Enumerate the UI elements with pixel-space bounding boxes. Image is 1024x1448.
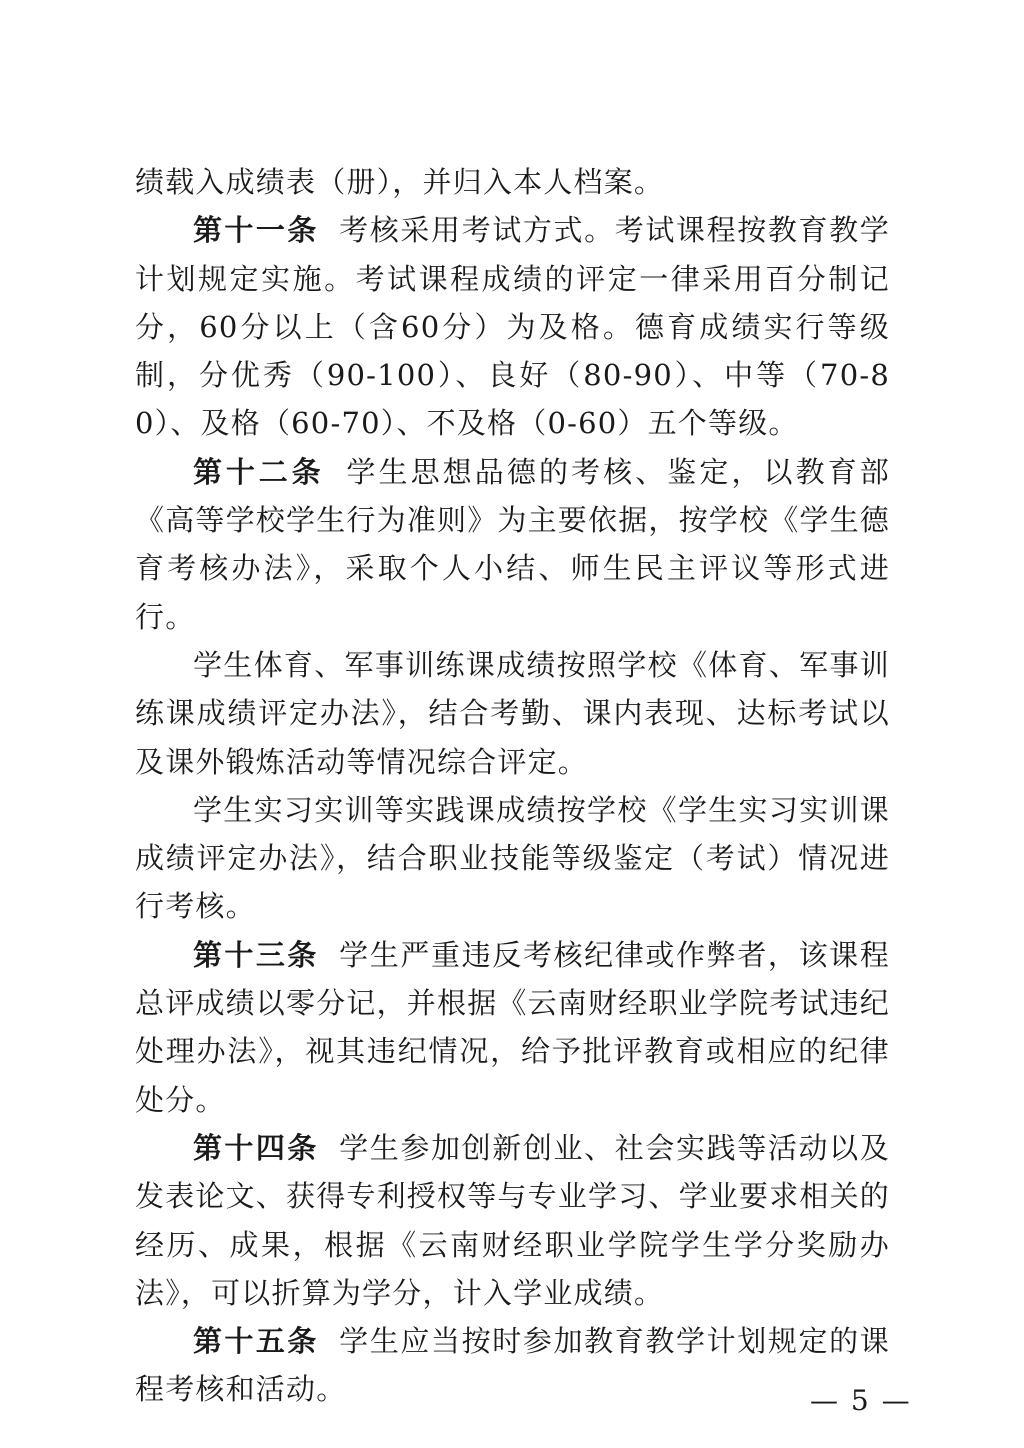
paragraph-internship bbox=[135, 786, 890, 931]
paragraph-article-12 bbox=[135, 448, 890, 641]
document-body bbox=[135, 158, 890, 1414]
article-number: 第十四条 bbox=[193, 1130, 319, 1165]
article-number: 第十二条 bbox=[193, 454, 325, 489]
paragraph-article-13 bbox=[135, 931, 890, 1124]
paragraph-0 bbox=[135, 158, 890, 206]
paragraph-article-15 bbox=[135, 1317, 890, 1414]
paragraph-text: 学生应当按时参加教育教学计划规定的课程考核和活动。 bbox=[135, 1324, 890, 1407]
paragraph-pe-military bbox=[135, 641, 890, 786]
paragraph-article-14 bbox=[135, 1124, 890, 1317]
page-number: — 5 — bbox=[810, 1384, 912, 1417]
paragraph-text: 考核采用考试方式。考试课程按教育教学计划规定实施。考试课程成绩的评定一律采用百分制记分，60分以上（含60分）为及格。德育成绩实行等级制，分优秀（90-100）、良好（80-90）、中等（70-80）、及格（60-70）、不及格（0-60）五个等级。 bbox=[135, 213, 890, 441]
paragraph-text: 学生体育、军事训练课成绩按照学校《体育、军事训练课成绩评定办法》，结合考勤、课内表现、达标考试以及课外锻炼活动等情况综合评定。 bbox=[135, 647, 890, 779]
article-number: 第十三条 bbox=[193, 937, 319, 972]
paragraph-text: 学生实习实训等实践课成绩按学校《学生实习实训课成绩评定办法》，结合职业技能等级鉴定（考试）情况进行考核。 bbox=[135, 792, 890, 924]
paragraph-text: 绩载入成绩表（册），并归入本人档案。 bbox=[135, 165, 665, 199]
paragraph-text: 学生思想品德的考核、鉴定，以教育部《高等学校学生行为准则》为主要依据，按学校《学生德育考核办法》，采取个人小结、师生民主评议等形式进行。 bbox=[135, 454, 891, 634]
paragraph-article-11 bbox=[135, 206, 890, 447]
article-number: 第十五条 bbox=[193, 1324, 319, 1359]
paragraph-text: 学生参加创新创业、社会实践等活动以及发表论文、获得专利授权等与专业学习、学业要求相关的经历、成果，根据《云南财经职业学院学生学分奖励办法》，可以折算为学分，计入学业成绩。 bbox=[135, 1130, 891, 1310]
article-number: 第十一条 bbox=[193, 213, 319, 248]
paragraph-text: 学生严重违反考核纪律或作弊者，该课程总评成绩以零分记，并根据《云南财经职业学院考试违纪处理办法》，视其违纪情况，给予批评教育或相应的纪律处分。 bbox=[135, 937, 891, 1117]
